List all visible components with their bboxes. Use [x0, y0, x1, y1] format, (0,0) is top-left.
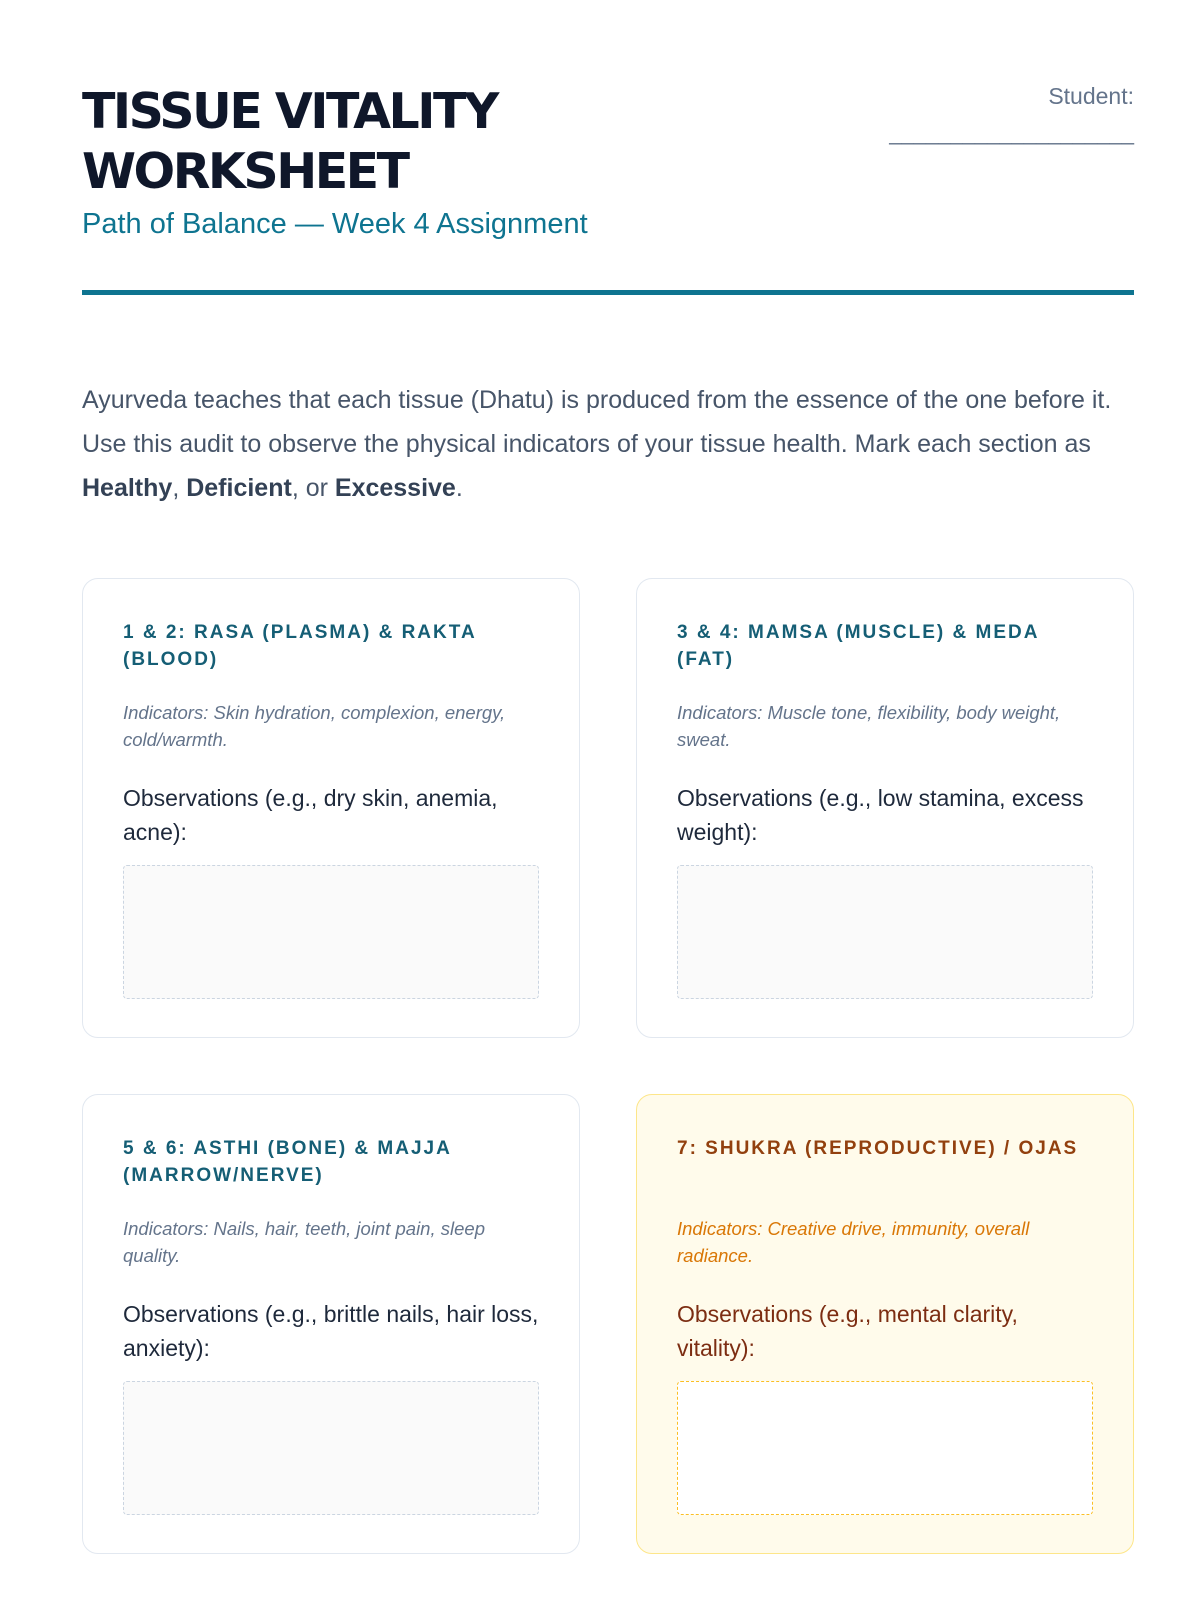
card-indicators: Indicators: Muscle tone, flexibility, body weight, sweat.: [677, 702, 1061, 750]
card-title: 5 & 6: ASTHI (BONE) & MAJJA (MARROW/NERVE): [123, 1138, 452, 1186]
observations-input[interactable]: [677, 1381, 1093, 1515]
intro-deficient: Deficient: [186, 474, 292, 502]
student-name-line[interactable]: ____________________: [889, 120, 1134, 145]
intro-sep-2: , or: [291, 474, 335, 502]
card-shukra-ojas: [636, 1094, 1134, 1554]
card-mamsa-meda: [636, 578, 1134, 1038]
intro-sep-1: ,: [172, 474, 187, 502]
intro-paragraph: [82, 378, 1134, 510]
card-observations-label: Observations (e.g., low stamina, excess weight):: [677, 785, 1084, 845]
observations-input[interactable]: [123, 865, 539, 999]
student-label: Student:: [1048, 83, 1134, 109]
card-rasa-rakta: [82, 578, 580, 1038]
card-observations-label: Observations (e.g., brittle nails, hair loss, anxiety):: [123, 1301, 539, 1361]
page-subtitle: Path of Balance — Week 4 Assignment: [82, 208, 588, 240]
observations-input[interactable]: [677, 865, 1093, 999]
intro-text: Ayurveda teaches that each tissue (Dhatu) is produced from the essence of the one before it. Use this audit to observe the physical indicators of your tissue health. Mark each section as: [82, 386, 1112, 458]
card-observations-label: Observations (e.g., dry skin, anemia, acne):: [123, 785, 498, 845]
header-divider: [82, 290, 1134, 295]
card-title: 3 & 4: MAMSA (MUSCLE) & MEDA (FAT): [677, 622, 1039, 670]
student-field: [834, 82, 1134, 148]
card-indicators: Indicators: Creative drive, immunity, overall radiance.: [677, 1218, 1030, 1266]
intro-healthy: Healthy: [82, 474, 173, 502]
card-asthi-majja: [82, 1094, 580, 1554]
observations-input[interactable]: [123, 1381, 539, 1515]
worksheet-page: [82, 0, 1134, 1600]
intro-excessive: Excessive: [334, 474, 456, 502]
card-observations-label: Observations (e.g., mental clarity, vitality):: [677, 1301, 1018, 1361]
card-indicators: Indicators: Nails, hair, teeth, joint pain, sleep quality.: [123, 1218, 485, 1266]
card-title: 1 & 2: RASA (PLASMA) & RAKTA (BLOOD): [123, 622, 476, 670]
intro-end: .: [455, 474, 463, 502]
card-title: 7: SHUKRA (REPRODUCTIVE) / OJAS: [677, 1138, 1079, 1159]
worksheet-header: [82, 80, 1134, 250]
page-title: TISSUE VITALITY WORKSHEET: [82, 83, 497, 200]
card-indicators: Indicators: Skin hydration, complexion, energy, cold/warmth.: [123, 702, 506, 750]
